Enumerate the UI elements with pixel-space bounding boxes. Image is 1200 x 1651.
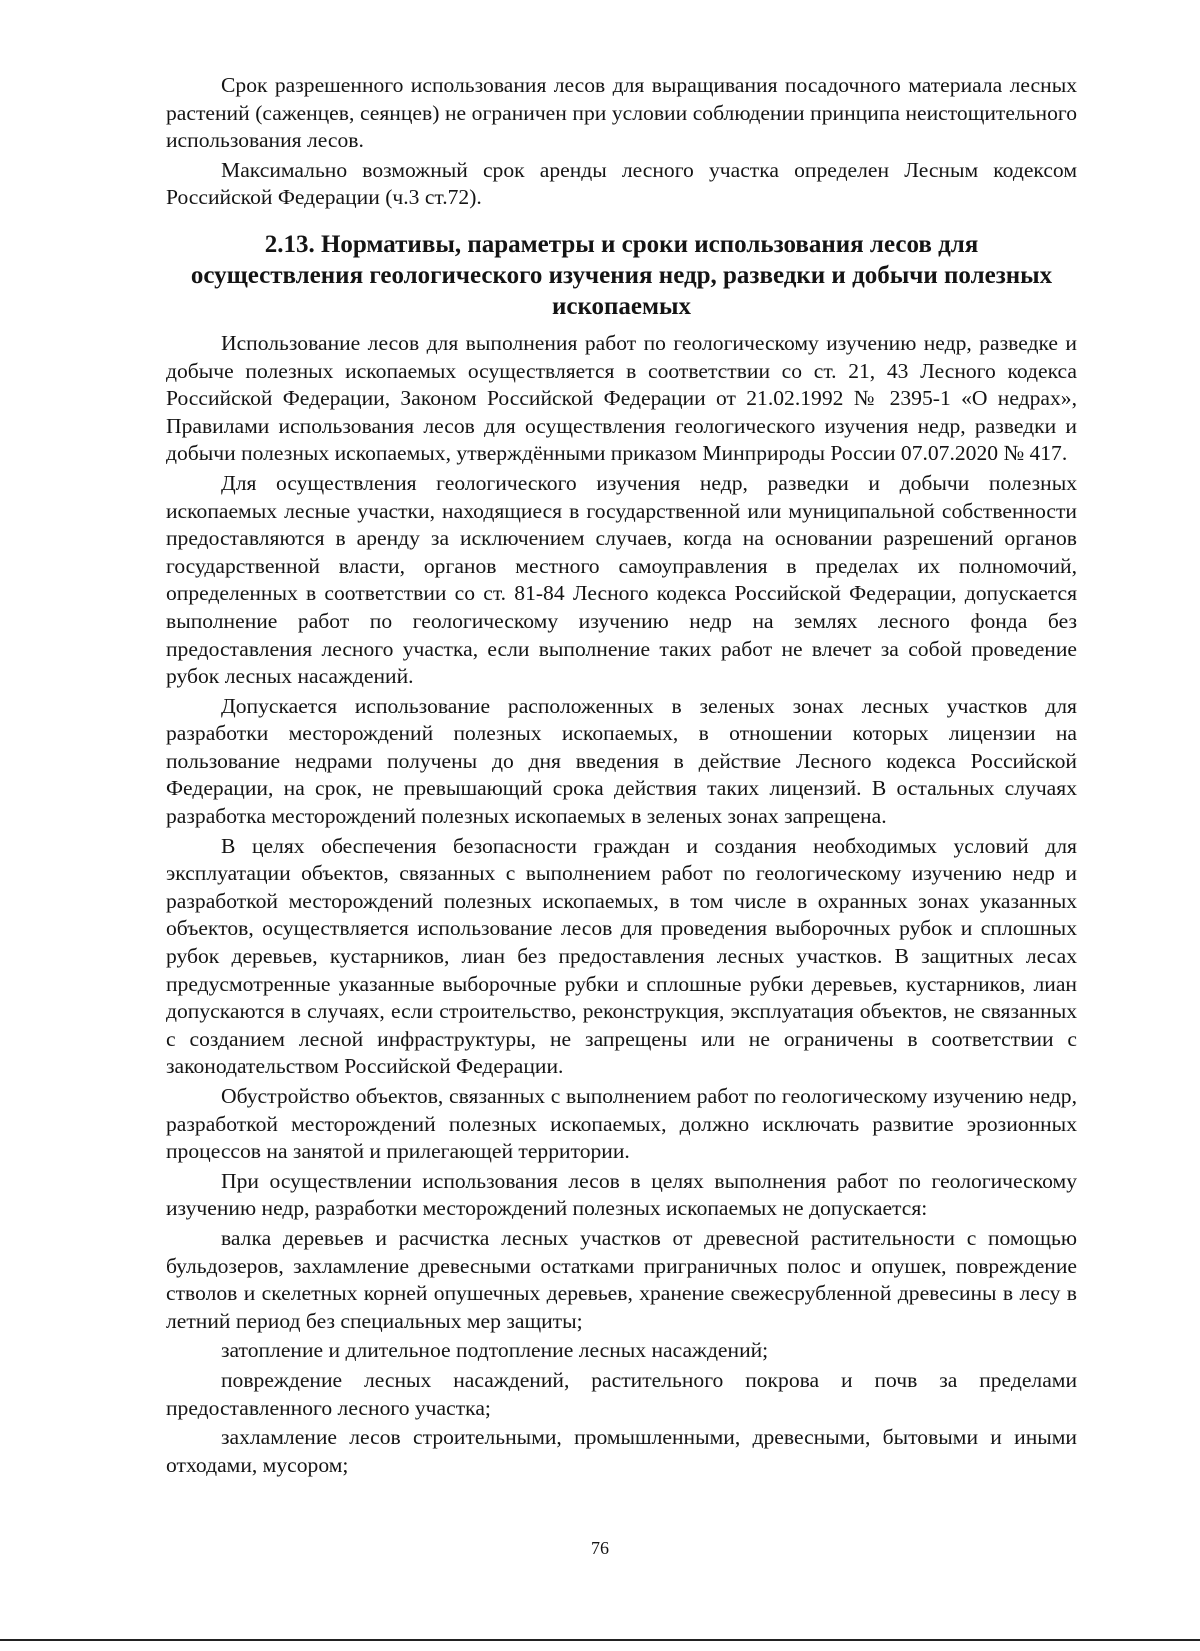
intro-paragraph-2: Максимально возможный срок аренды лесного участка определен Лесным кодексом Российской Федерации (ч.3 ст.72). [166, 157, 1077, 210]
section-paragraph-3: Допускается использование расположенных в зеленых зонах лесных участков для разработки месторождений полезных ископаемых, в отношении которых лицензии на пользование недрами получены до дня введения в действие Лесного кодекса Российской Федерации, на срок, не превышающий срока действия таких лицензий. В остальных случаях разработка месторождений полезных ископаемых в зеленых зонах запрещена. [166, 693, 1077, 829]
section-paragraph-6: При осуществлении использования лесов в целях выполнения работ по геологическому изучению недр, разработки месторождений полезных ископаемых не допускается: [166, 1168, 1077, 1221]
section-paragraph-2: Для осуществления геологического изучения недр, разведки и добычи полезных ископаемых лесные участки, находящиеся в государственной или муниципальной собственности предоставляются в аренду за исключением случаев, когда на основании разрешений органов государственной власти, органов местного самоуправления в пределах их полномочий, определенных в соответствии со ст. 81-84 Лесного кодекса Российской Федерации, допускается выполнение работ по геологическому изучению недр на землях лесного фонда без предоставления лесного участка, если выполнение таких работ не влечет за собой проведение рубок лесных насаждений. [166, 470, 1077, 689]
list-item-1: валка деревьев и расчистка лесных участков от древесной растительности с помощью бульдозеров, захламление древесными остатками приграничных полос и опушек, повреждение стволов и скелетных корней опушечных деревьев, хранение свежесрубленной древесины в лесу в летний период без специальных мер защиты; [166, 1225, 1077, 1333]
list-item-3: повреждение лесных насаждений, растительного покрова и почв за пределами предоставленного лесного участка; [166, 1367, 1077, 1420]
section-heading: 2.13. Нормативы, параметры и сроки использования лесов для осуществления геологического изучения недр, разведки и добычи полезных ископаемых [190, 230, 1053, 320]
list-item-2: затопление и длительное подтопление лесных насаждений; [221, 1338, 769, 1363]
list-item-4: захламление лесов строительными, промышленными, древесными, бытовыми и иными отходами, мусором; [166, 1425, 1077, 1477]
section-paragraph-4: В целях обеспечения безопасности граждан и создания необходимых условий для эксплуатации объектов, связанных с выполнением работ по геологическому изучению недр и разработкой месторождений полезных ископаемых, в том числе в охранных зонах указанных объектов, осуществляется использование лесов для проведения выборочных рубок и сплошных рубок деревьев, кустарников, лиан без предоставления лесных участков. В защитных лесах предусмотренные указанные выборочные рубки и сплошные рубки деревьев, кустарников, лиан допускаются в случаях, если строительство, реконструкция, эксплуатация объектов, не связанных с созданием лесной инфраструктуры, не запрещены или не ограничены в соответствии с законодательством Российской Федерации. [166, 833, 1077, 1079]
section-paragraph-1: Использование лесов для выполнения работ по геологическому изучению недр, разведке и добыче полезных ископаемых осуществляется в соответствии со ст. 21, 43 Лесного кодекса Российской Федерации, Законом Российской Федерации от 21.02.1992 № 2395-1 «О недрах», Правилами использования лесов для осуществления геологического изучения недр, разведки и добычи полезных ископаемых, утверждёнными приказом Минприроды России 07.07.2020 № 417. [166, 330, 1077, 466]
section-paragraph-5: Обустройство объектов, связанных с выполнением работ по геологическому изучению недр, разработкой месторождений полезных ископаемых, должно исключать развитие эрозионных процессов на занятой и прилегающей территории. [166, 1084, 1077, 1164]
footer-rule [0, 1639, 1200, 1641]
page-number: 76 [591, 1538, 609, 1558]
intro-paragraph-1: Срок разрешенного использования лесов для выращивания посадочного материала лесных растений (саженцев, сеянцев) не ограничен при условии соблюдении принципа неистощительного использования лесов. [166, 73, 1077, 153]
document-page [166, 72, 1077, 1479]
